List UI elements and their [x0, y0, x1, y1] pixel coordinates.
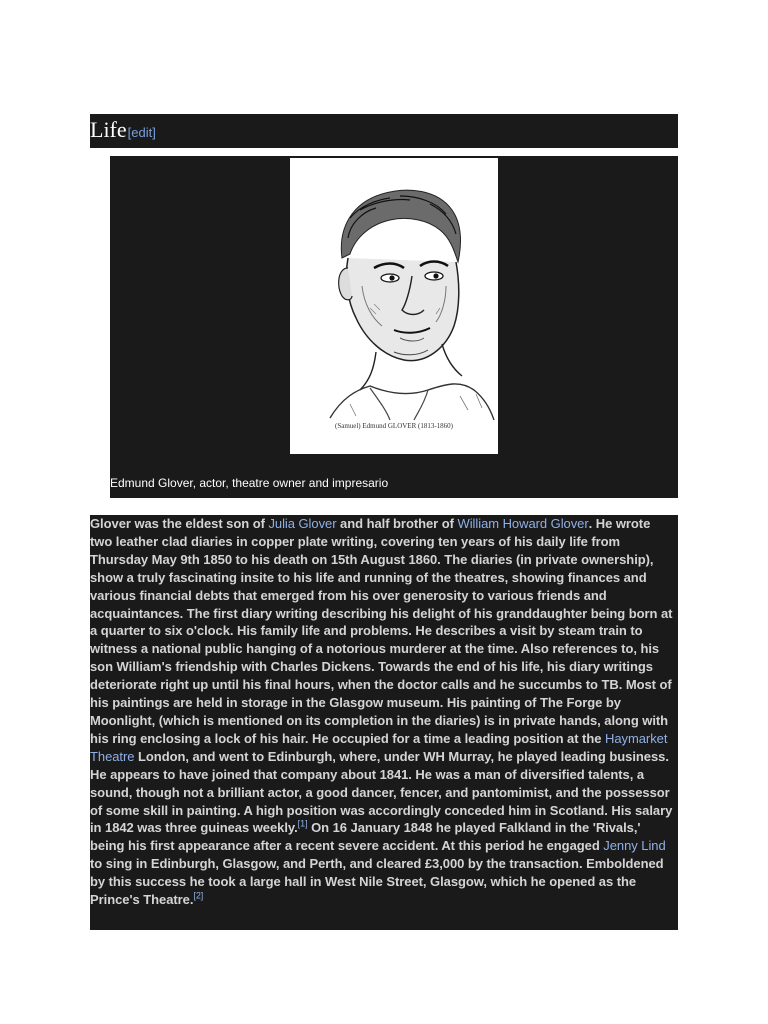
link-william-howard-glover[interactable]: William Howard Glover — [457, 516, 589, 531]
portrait-sketch — [290, 158, 498, 454]
body-text-1: Glover was the eldest son of — [90, 516, 269, 531]
reference-2 — [193, 891, 203, 901]
figure-box — [110, 156, 678, 498]
body-text-4: London, and went to Edinburgh, where, under WH Murray, he played leading business. He appears to have joined that company about 1841. He was a man of diversified talents, a sound, though not a brilliant actor, a good dancer, fencer, and pantomimist, and the possessor of some skill in painting. A high position was accordingly conceded him in Scotland. His salary in 1842 was three guineas weekly. — [90, 748, 673, 836]
body-text-5: On 16 January 1848 he played Falkland in the 'Rivals,' being his first appearance after a recent severe accident. At this period he engaged — [90, 820, 641, 854]
body-text-3: . He wrote two leather clad diaries in copper plate writing, covering ten years of his daily life from Thursday May 9th 1850 to his death on 15th August 1860. The diaries (in private ownership), show a truly fascinating insite to his life and running of the theatres, showing finances and various financial debts that emerged from his over generosity to various friends and acquaintances. The first diary writing describing his delight of his granddaughter being born at a quarter to six o'clock. His family life and problems. He describes a visit by steam train to witness a national public hanging of a notorious murderer at the time. Also references to, his son William's friendship with Charles Dickens. Towards the end of his life, his diary writings deteriorate right up until his final hours, when the doctor calls and he succumbs to TB. Most of his paintings are held in storage in the Glasgow museum. His painting of The Forge by Moonlight, (which is mentioned on its completion in the diaries) is in private hands, along with his ring enclosing a lock of his hair. He occupied for a time a leading position at the — [90, 516, 673, 746]
reference-1 — [298, 819, 308, 829]
link-haymarket-theatre[interactable]: Haymarket Theatre — [90, 730, 668, 764]
body-text-6: to sing in Edinburgh, Glasgow, and Perth, and cleared £3,000 by the transaction. Emboldened by this success he took a large hall in West Nile Street, Glasgow, which he opened as the Prince's Theatre. — [90, 856, 664, 908]
reference-2-link[interactable]: [2] — [193, 890, 204, 901]
figure-caption: Edmund Glover, actor, theatre owner and impresario — [110, 476, 389, 490]
link-julia-glover[interactable]: Julia Glover — [268, 516, 337, 531]
portrait-image[interactable] — [290, 158, 498, 454]
edit-label[interactable]: edit — [131, 124, 153, 140]
edit-open-bracket: [ — [127, 124, 132, 140]
section-heading-bar — [90, 114, 678, 148]
body-text-2: and half brother of — [336, 516, 458, 531]
edit-section-link[interactable] — [128, 125, 156, 140]
reference-1-link[interactable]: [1] — [297, 819, 308, 830]
edit-close-bracket: ] — [152, 124, 156, 140]
link-jenny-lind[interactable]: Jenny Lind — [603, 838, 666, 854]
body-paragraph — [90, 515, 674, 909]
portrait-caption: (Samuel) Edmund GLOVER (1813-1860) — [334, 422, 453, 430]
article-body — [90, 515, 678, 930]
section-title: Life — [90, 117, 127, 142]
